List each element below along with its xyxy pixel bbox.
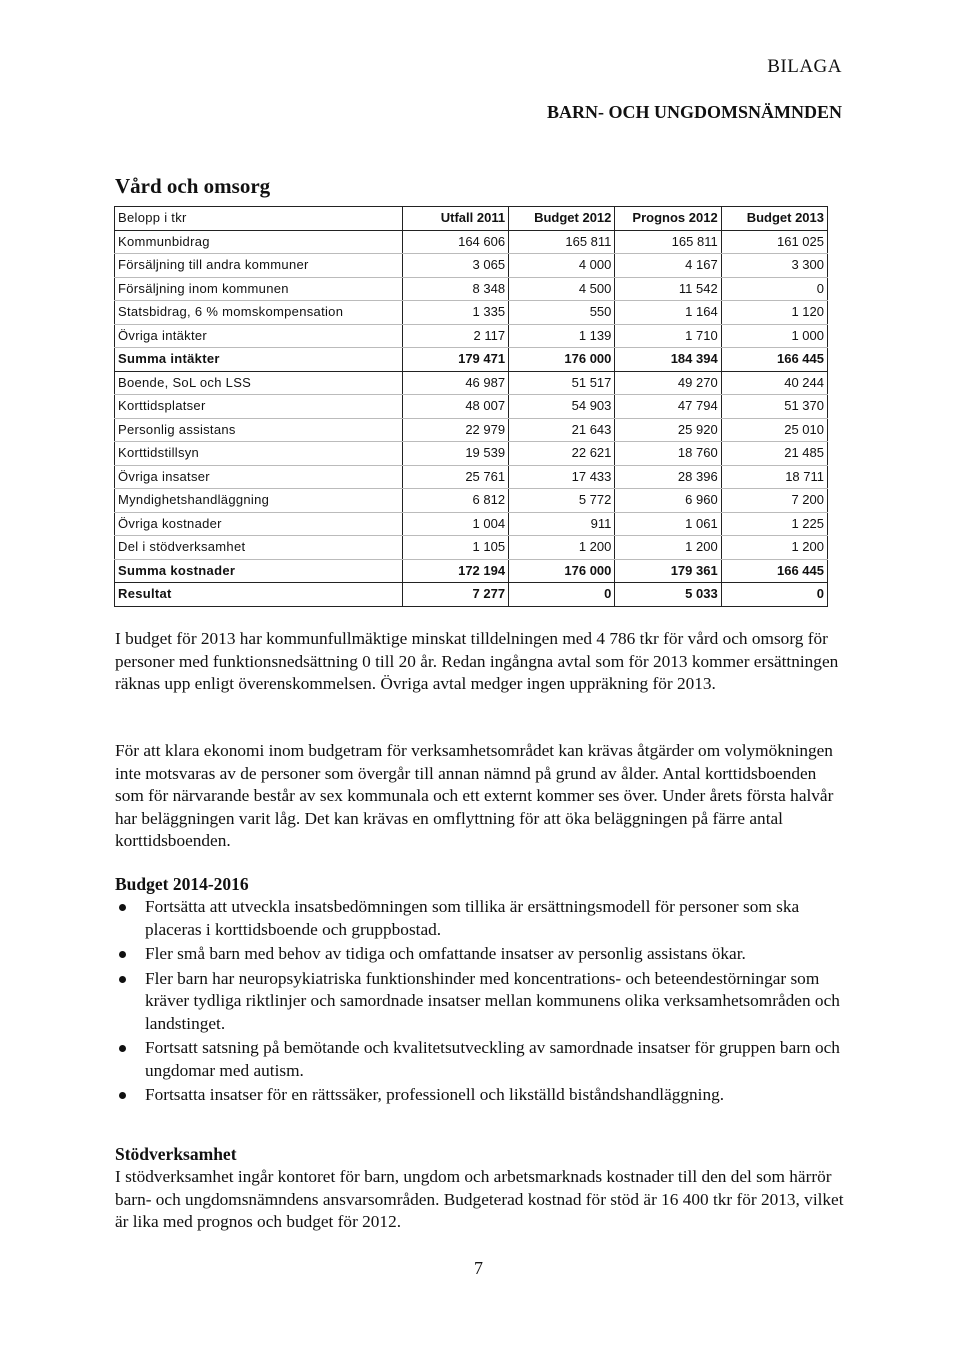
- row-value: 17 433: [509, 465, 615, 489]
- row-label: Boende, SoL och LSS: [115, 371, 403, 395]
- row-value: 166 445: [721, 559, 827, 583]
- row-value: 0: [721, 277, 827, 301]
- row-value: 3 065: [402, 254, 508, 278]
- table-header-cell: Belopp i tkr: [115, 207, 403, 231]
- row-value: 8 348: [402, 277, 508, 301]
- row-value: 51 517: [509, 371, 615, 395]
- row-value: 176 000: [509, 559, 615, 583]
- stod-heading: Stödverksamhet: [115, 1144, 237, 1164]
- row-value: 7 200: [721, 489, 827, 513]
- row-value: 49 270: [615, 371, 721, 395]
- paragraph-stodverksamhet: I stödverksamhet ingår kontoret för barn, ungdom och arbetsmarknads kostnader till den del som härrör barn- och ungdomsnämndens ansvarsområden. Budgeterad kostnad för stöd är 16 400 tkr för 2013, vilket är lika med prognos och budget för 2012.: [115, 1167, 844, 1231]
- row-label: Resultat: [115, 583, 403, 607]
- row-value: 48 007: [402, 395, 508, 419]
- table-header-cell: Utfall 2011: [402, 207, 508, 231]
- bullet-dot-icon: [119, 951, 126, 958]
- row-value: 21 643: [509, 418, 615, 442]
- row-value: 1 335: [402, 301, 508, 325]
- table-row: [115, 254, 828, 278]
- bullet-dot-icon: [119, 1092, 126, 1099]
- row-value: 5 033: [615, 583, 721, 607]
- row-label: Övriga insatser: [115, 465, 403, 489]
- paragraph-budget-2013: I budget för 2013 har kommunfullmäktige minskat tilldelningen med 4 786 tkr för vård och omsorg för personer med funktionsnedsättning 0 till 20 år. Redan ingångna avtal som för 2013 kommer ersättningen räknas upp enligt överenskommelsen. Övriga avtal medger ingen uppräkning för 2013.: [115, 629, 839, 693]
- row-label: Korttidsplatser: [115, 395, 403, 419]
- row-label: Försäljning inom kommunen: [115, 277, 403, 301]
- row-label: Del i stödverksamhet: [115, 536, 403, 560]
- row-value: 6 960: [615, 489, 721, 513]
- row-value: 1 225: [721, 512, 827, 536]
- row-value: 0: [721, 583, 827, 607]
- row-value: 1 200: [509, 536, 615, 560]
- bullet-item: [115, 1084, 845, 1107]
- row-value: 1 105: [402, 536, 508, 560]
- table-row: [115, 512, 828, 536]
- row-value: 25 010: [721, 418, 827, 442]
- table-row: [115, 536, 828, 560]
- row-value: 4 000: [509, 254, 615, 278]
- table-header-cell: Budget 2013: [721, 207, 827, 231]
- row-value: 2 117: [402, 324, 508, 348]
- table-row: [115, 465, 828, 489]
- row-value: 47 794: [615, 395, 721, 419]
- row-label: Summa kostnader: [115, 559, 403, 583]
- row-value: 1 061: [615, 512, 721, 536]
- row-label: Övriga intäkter: [115, 324, 403, 348]
- table-row: [115, 489, 828, 513]
- row-value: 25 920: [615, 418, 721, 442]
- row-value: 176 000: [509, 348, 615, 372]
- row-value: 161 025: [721, 230, 827, 254]
- row-value: 1 200: [721, 536, 827, 560]
- table-row: [115, 442, 828, 466]
- row-value: 184 394: [615, 348, 721, 372]
- table-row: [115, 230, 828, 254]
- row-value: 179 471: [402, 348, 508, 372]
- bullet-list: [115, 896, 845, 1109]
- bullet-item: [115, 896, 845, 941]
- row-value: 28 396: [615, 465, 721, 489]
- row-value: 1 139: [509, 324, 615, 348]
- row-value: 166 445: [721, 348, 827, 372]
- row-label: Korttidstillsyn: [115, 442, 403, 466]
- bullet-dot-icon: [119, 1045, 126, 1052]
- bullet-text: Fortsatta insatser för en rättssäker, professionell och likställd biståndshandläggning.: [145, 1085, 725, 1104]
- row-value: 179 361: [615, 559, 721, 583]
- row-label: Övriga kostnader: [115, 512, 403, 536]
- row-value: 1 200: [615, 536, 721, 560]
- row-value: 4 500: [509, 277, 615, 301]
- row-value: 550: [509, 301, 615, 325]
- bullet-text: Fortsätta att utveckla insatsbedömningen som tillika är ersättningsmodell för personer som ska placeras i korttidsboende och gruppbostad.: [145, 897, 800, 939]
- bullet-item: [115, 1037, 845, 1082]
- table-header-row: [115, 207, 828, 231]
- row-value: 7 277: [402, 583, 508, 607]
- table-row: [115, 301, 828, 325]
- bullet-text: Fler barn har neuropsykiatriska funktionshinder med koncentrations- och beteendestörningar som kräver tydliga riktlinjer och samordnade insatser mellan kommunens olika verksamhetsområden och landstinget.: [145, 968, 840, 1033]
- budget-heading: Budget 2014-2016: [115, 874, 249, 894]
- bullet-text: Fortsatt satsning på bemötande och kvalitetsutveckling av samordnade insatser för gruppen barn och ungdomar med autism.: [145, 1038, 840, 1080]
- row-value: 54 903: [509, 395, 615, 419]
- page-number: 7: [474, 1258, 483, 1278]
- row-value: 22 621: [509, 442, 615, 466]
- row-value: 172 194: [402, 559, 508, 583]
- bullet-item: [115, 943, 845, 966]
- committee-title: BARN- OCH UNGDOMSNÄMNDEN: [547, 102, 842, 122]
- row-value: 18 711: [721, 465, 827, 489]
- bullet-text: Fler små barn med behov av tidiga och omfattande insatser av personlig assistans ökar.: [145, 944, 746, 963]
- row-label: Kommunbidrag: [115, 230, 403, 254]
- row-value: 5 772: [509, 489, 615, 513]
- row-value: 22 979: [402, 418, 508, 442]
- row-label: Statsbidrag, 6 % momskompensation: [115, 301, 403, 325]
- row-value: 25 761: [402, 465, 508, 489]
- row-value: 0: [509, 583, 615, 607]
- row-label: Försäljning till andra kommuner: [115, 254, 403, 278]
- bullet-item: [115, 968, 845, 1036]
- table-row: [115, 324, 828, 348]
- table-row: [115, 371, 828, 395]
- row-value: 18 760: [615, 442, 721, 466]
- row-value: 1 120: [721, 301, 827, 325]
- row-value: 21 485: [721, 442, 827, 466]
- row-value: 1 710: [615, 324, 721, 348]
- table-row: [115, 348, 828, 372]
- table-row: [115, 559, 828, 583]
- row-value: 165 811: [615, 230, 721, 254]
- row-value: 1 164: [615, 301, 721, 325]
- table-header-cell: Budget 2012: [509, 207, 615, 231]
- bullet-dot-icon: [119, 976, 126, 983]
- row-value: 3 300: [721, 254, 827, 278]
- row-value: 4 167: [615, 254, 721, 278]
- table-header-cell: Prognos 2012: [615, 207, 721, 231]
- row-value: 11 542: [615, 277, 721, 301]
- row-label: Myndighetshandläggning: [115, 489, 403, 513]
- table-row: [115, 583, 828, 607]
- row-value: 19 539: [402, 442, 508, 466]
- row-value: 165 811: [509, 230, 615, 254]
- row-value: 51 370: [721, 395, 827, 419]
- budget-table: [114, 206, 828, 607]
- row-value: 1 004: [402, 512, 508, 536]
- row-label: Summa intäkter: [115, 348, 403, 372]
- bullet-dot-icon: [119, 904, 126, 911]
- row-value: 40 244: [721, 371, 827, 395]
- table-row: [115, 395, 828, 419]
- row-value: 911: [509, 512, 615, 536]
- table-row: [115, 418, 828, 442]
- appendix-label: BILAGA: [767, 56, 842, 77]
- row-value: 6 812: [402, 489, 508, 513]
- table-row: [115, 277, 828, 301]
- row-value: 1 000: [721, 324, 827, 348]
- row-label: Personlig assistans: [115, 418, 403, 442]
- row-value: 46 987: [402, 371, 508, 395]
- section-title: Vård och omsorg: [115, 174, 271, 198]
- row-value: 164 606: [402, 230, 508, 254]
- paragraph-economy: För att klara ekonomi inom budgetram för verksamhetsområdet kan krävas åtgärder om volymökningen inte motsvaras av de personer som övergår till annan nämnd på grund av ålder. Antal korttidsboenden som för närvarande består av sex kommunala och ett externt kommer ses över. Under årets första halvår har beläggningen varit låg. Det kan krävas en omflyttning för att öka beläggningen på färre antal korttidsboenden.: [115, 741, 834, 850]
